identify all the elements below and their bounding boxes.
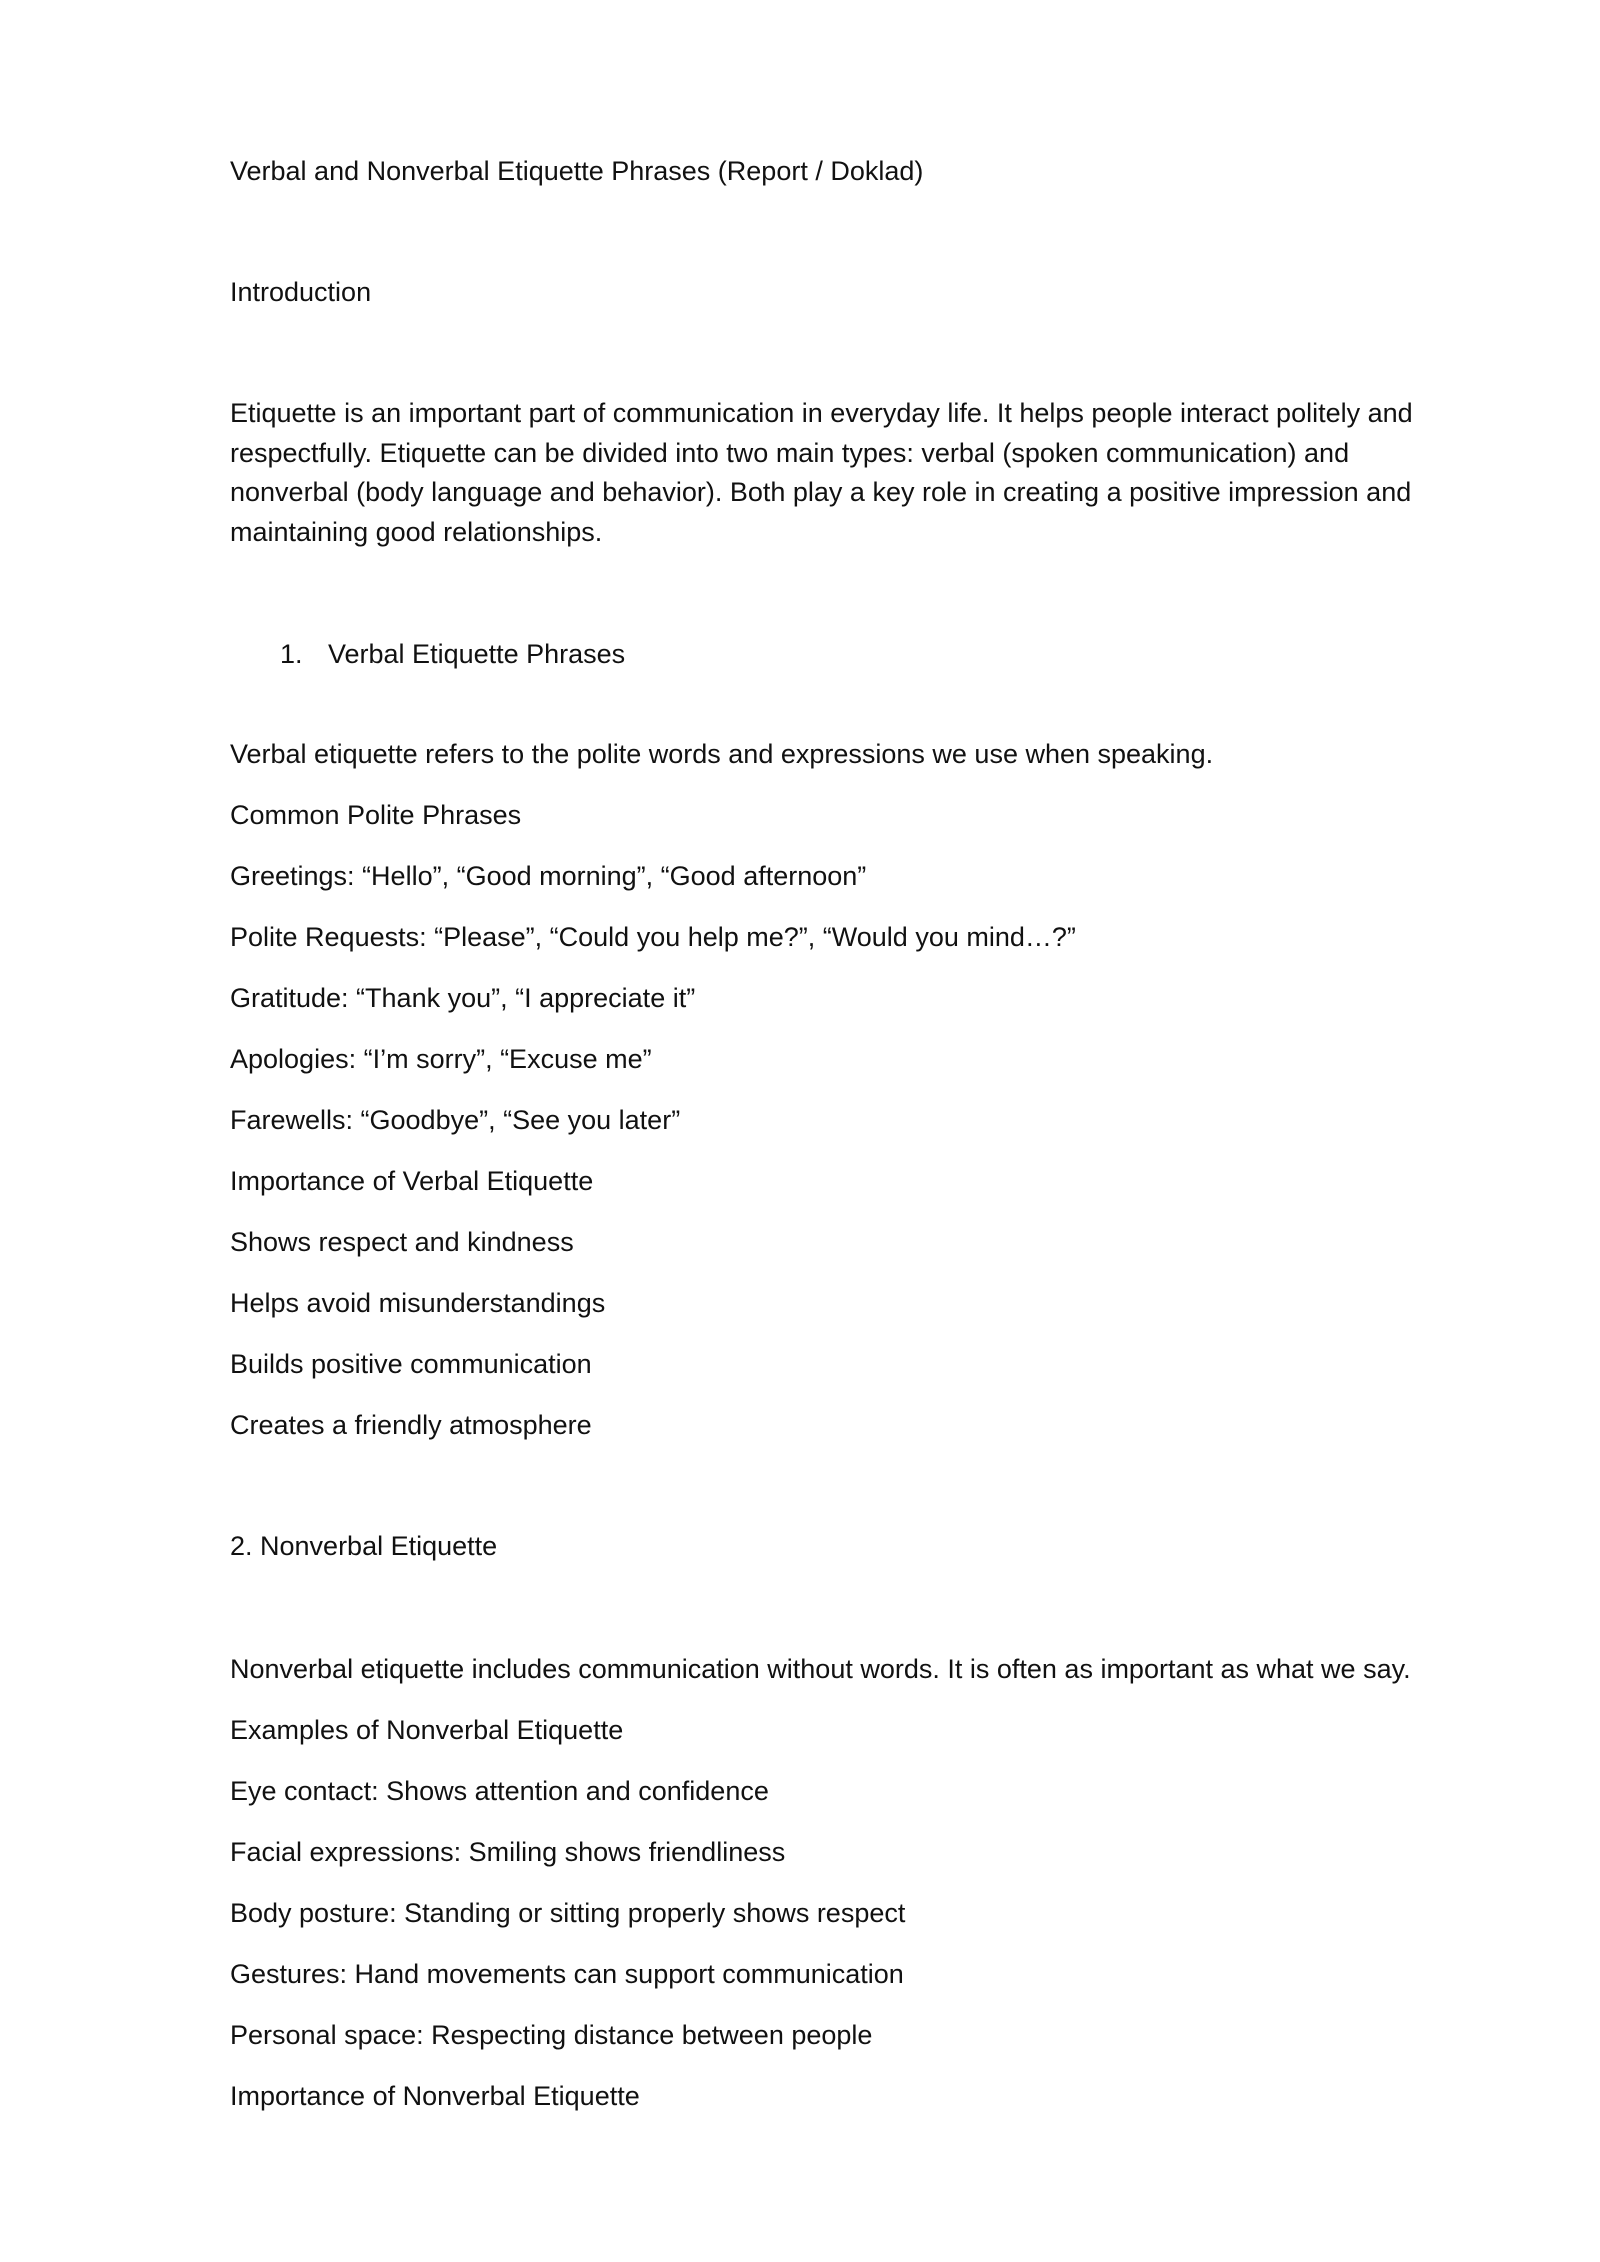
example-item: Body posture: Standing or sitting properly shows respect: [230, 1898, 906, 1928]
intro-paragraph: Etiquette is an important part of communication in everyday life. It helps people interact politely and respectfully. Etiquette can be divided into two main types: verbal (spoken communication) and nonverbal (body language and behavior). Both play a key role in creating a positive impression and maintaining good relationships.: [230, 398, 1413, 547]
phrase-item: Polite Requests: “Please”, “Could you help me?”, “Would you mind…?”: [230, 922, 1076, 952]
example-item: Facial expressions: Smiling shows friendliness: [230, 1837, 786, 1867]
example-item: Personal space: Respecting distance between people: [230, 2020, 873, 2050]
importance-item: Helps avoid misunderstandings: [230, 1288, 606, 1318]
examples-subheading: Examples of Nonverbal Etiquette: [230, 1715, 624, 1745]
phrase-item: Greetings: “Hello”, “Good morning”, “Good afternoon”: [230, 861, 867, 891]
importance-item: Creates a friendly atmosphere: [230, 1410, 592, 1440]
intro-heading: Introduction: [230, 277, 372, 307]
importance-item: Builds positive communication: [230, 1349, 592, 1379]
phrase-item: Gratitude: “Thank you”, “I appreciate it”: [230, 983, 696, 1013]
phrase-item: Apologies: “I’m sorry”, “Excuse me”: [230, 1044, 652, 1074]
importance-item: Shows respect and kindness: [230, 1227, 574, 1257]
section2-heading: 2. Nonverbal Etiquette: [230, 1531, 498, 1561]
section1-heading-text: Verbal Etiquette Phrases: [328, 639, 626, 669]
section1-heading: [280, 635, 625, 674]
common-phrases-subheading: Common Polite Phrases: [230, 800, 522, 830]
nonverbal-importance-subheading: Importance of Nonverbal Etiquette: [230, 2081, 640, 2111]
section1-lead: Verbal etiquette refers to the polite words and expressions we use when speaking.: [230, 739, 1214, 769]
section2-lead: Nonverbal etiquette includes communication without words. It is often as important as what we say.: [230, 1654, 1411, 1684]
example-item: Eye contact: Shows attention and confidence: [230, 1776, 769, 1806]
section1-number: 1.: [280, 639, 303, 669]
document-title: Verbal and Nonverbal Etiquette Phrases (Report / Doklad): [230, 156, 924, 186]
example-item: Gestures: Hand movements can support communication: [230, 1959, 904, 1989]
phrase-item: Farewells: “Goodbye”, “See you later”: [230, 1105, 681, 1135]
verbal-importance-subheading: Importance of Verbal Etiquette: [230, 1166, 594, 1196]
